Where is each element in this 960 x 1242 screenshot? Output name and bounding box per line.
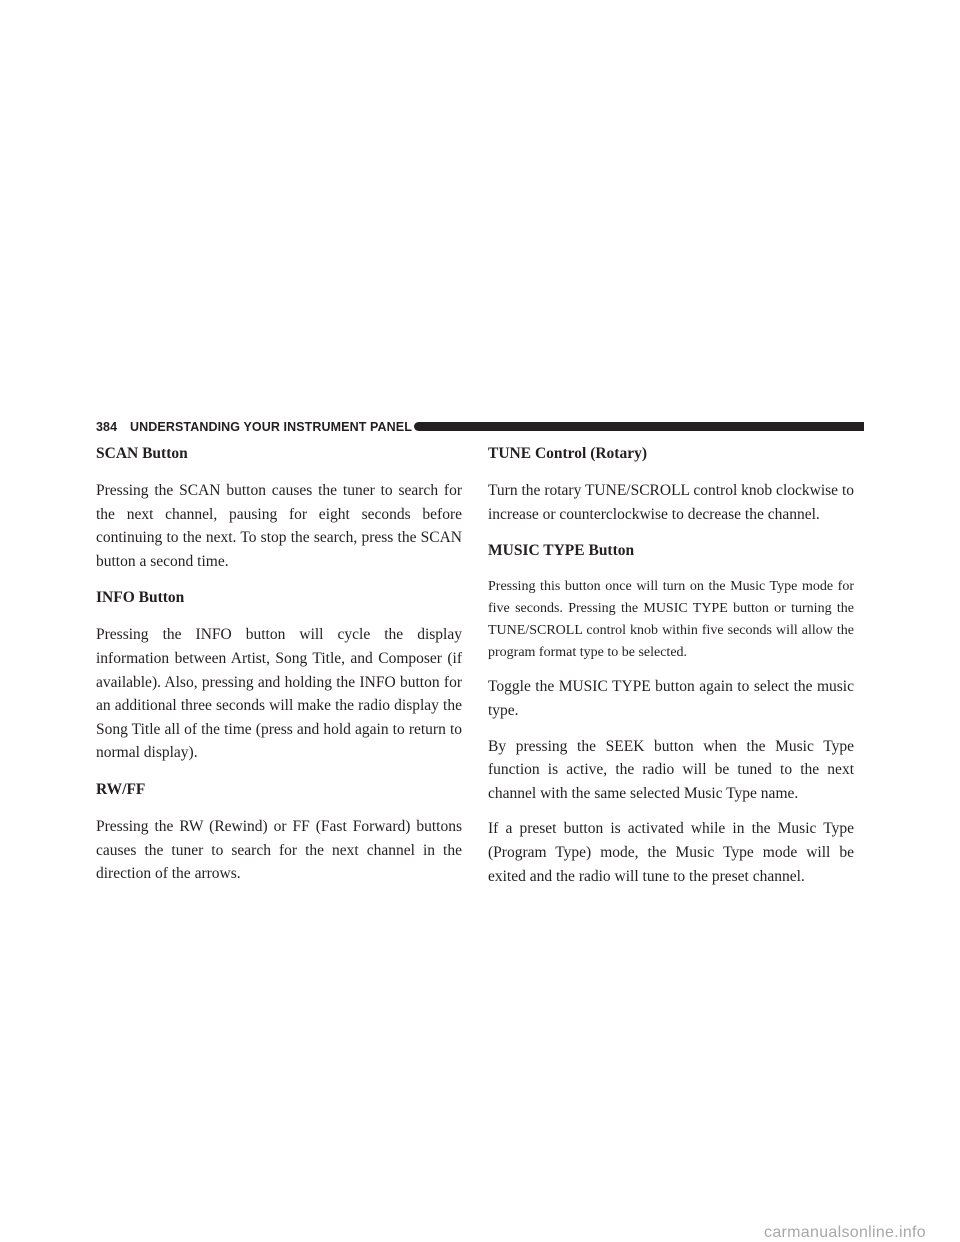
page-header xyxy=(96,418,864,436)
tune-control-heading: TUNE Control (Rotary) xyxy=(488,445,648,462)
music-type-heading: MUSIC TYPE Button xyxy=(488,542,635,560)
info-button-heading: INFO Button xyxy=(96,589,185,607)
scan-button-text: Pressing the SCAN button causes the tuner to search for the next channel, pausing for eight seconds before continuing to the next. To stop the search, press the SCAN button a second time. xyxy=(96,482,462,570)
watermark: carmanualsonline.info xyxy=(764,1224,926,1241)
tune-control-text: Turn the rotary TUNE/SCROLL control knob clockwise to increase or counterclockwise to decrease the channel. xyxy=(488,482,854,523)
right-column xyxy=(488,441,854,900)
music-type-text-2: Toggle the MUSIC TYPE button again to select the music type. xyxy=(488,678,854,719)
music-type-text-4: If a preset button is activated while in the Music Type (Program Type) mode, the Music Type mode will be exited and the radio will tune to the preset channel. xyxy=(488,820,854,885)
info-button-text: Pressing the INFO button will cycle the display information between Artist, Song Title, and Composer (if available). Also, pressing and holding the INFO button for an additional three seconds will make the radio display the Song Title all of the time (press and hold again to return to normal display). xyxy=(96,626,462,762)
section-title: UNDERSTANDING YOUR INSTRUMENT PANEL xyxy=(130,420,412,434)
rw-ff-text: Pressing the RW (Rewind) or FF (Fast Forward) buttons causes the tuner to search for the next channel in the direction of the arrows. xyxy=(96,817,462,883)
music-type-text-3: By pressing the SEEK button when the Music Type function is active, the radio will be tuned to the next channel with the same selected Music Type name. xyxy=(488,737,854,802)
page-number: 384 xyxy=(96,420,118,434)
header-rule-bar xyxy=(414,422,864,431)
music-type-text-1: Pressing this button once will turn on the Music Type mode for five seconds. Pressing the MUSIC TYPE button or turning the TUNE/SCROLL control knob within five seconds will allow the program format type to be selected. xyxy=(488,579,854,660)
left-column xyxy=(96,441,462,898)
scan-button-heading: SCAN Button xyxy=(96,445,188,462)
rw-ff-heading: RW/FF xyxy=(96,780,146,798)
